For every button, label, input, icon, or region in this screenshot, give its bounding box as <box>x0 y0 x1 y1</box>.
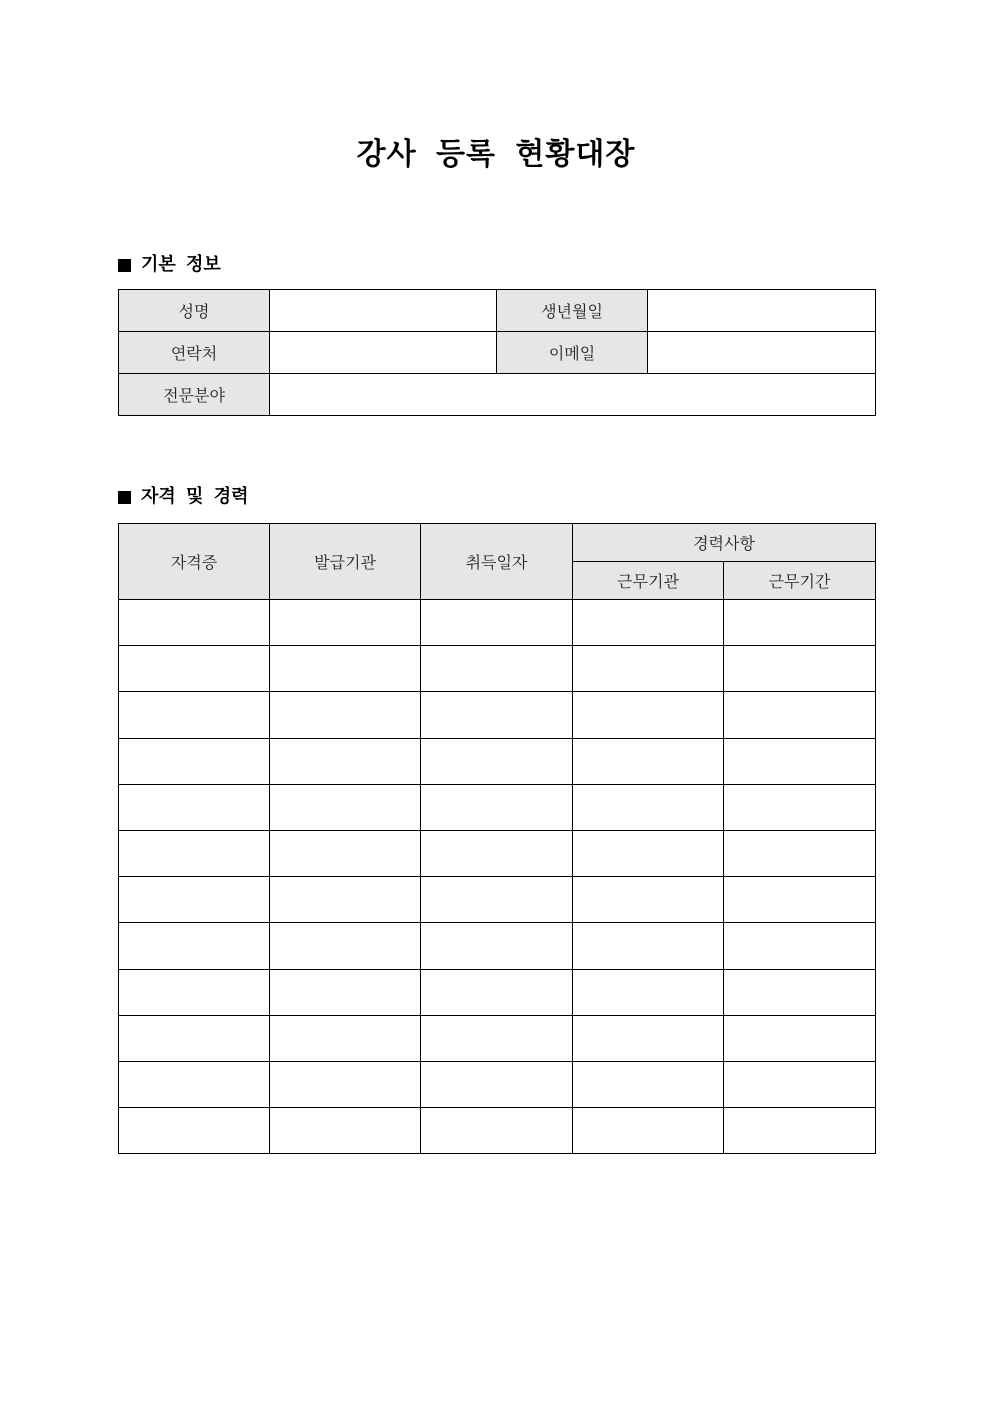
section-title: 자격 및 경력 <box>141 486 249 507</box>
cell-issuer[interactable] <box>270 1015 421 1061</box>
contact-label: 연락처 <box>119 332 270 374</box>
table-row <box>119 738 876 784</box>
table-row <box>119 784 876 830</box>
cell-issuer[interactable] <box>270 738 421 784</box>
cell-certificate[interactable] <box>119 923 270 969</box>
cell-acquired-date[interactable] <box>421 1108 573 1154</box>
email-label: 이메일 <box>497 332 648 374</box>
cell-employer[interactable] <box>573 600 724 646</box>
cell-acquired-date[interactable] <box>421 969 573 1015</box>
cell-period[interactable] <box>724 692 876 738</box>
cell-certificate[interactable] <box>119 1061 270 1107</box>
table-row <box>119 332 876 374</box>
specialty-label: 전문분야 <box>119 374 270 416</box>
cell-period[interactable] <box>724 784 876 830</box>
name-field[interactable] <box>270 290 497 332</box>
column-header-period: 근무기간 <box>724 562 876 600</box>
table-row <box>119 646 876 692</box>
cell-certificate[interactable] <box>119 784 270 830</box>
cell-issuer[interactable] <box>270 646 421 692</box>
cell-employer[interactable] <box>573 646 724 692</box>
cell-acquired-date[interactable] <box>421 877 573 923</box>
basic-info-table <box>118 289 876 416</box>
cell-acquired-date[interactable] <box>421 1061 573 1107</box>
cell-period[interactable] <box>724 969 876 1015</box>
qualifications-table <box>118 523 876 1154</box>
cell-acquired-date[interactable] <box>421 692 573 738</box>
square-bullet-icon <box>118 259 131 272</box>
cell-period[interactable] <box>724 923 876 969</box>
cell-employer[interactable] <box>573 1108 724 1154</box>
cell-acquired-date[interactable] <box>421 784 573 830</box>
cell-employer[interactable] <box>573 784 724 830</box>
name-label: 성명 <box>119 290 270 332</box>
cell-issuer[interactable] <box>270 692 421 738</box>
column-header-employer: 근무기관 <box>573 562 724 600</box>
specialty-field[interactable] <box>270 374 876 416</box>
email-field[interactable] <box>648 332 876 374</box>
table-header-row <box>119 524 876 562</box>
cell-acquired-date[interactable] <box>421 1015 573 1061</box>
cell-issuer[interactable] <box>270 830 421 876</box>
section-header-basic-info <box>118 253 221 277</box>
document-title: 강사 등록 현황대장 <box>356 137 636 172</box>
cell-certificate[interactable] <box>119 646 270 692</box>
cell-period[interactable] <box>724 1061 876 1107</box>
cell-employer[interactable] <box>573 923 724 969</box>
table-row <box>119 877 876 923</box>
table-row <box>119 1108 876 1154</box>
contact-field[interactable] <box>270 332 497 374</box>
table-row <box>119 374 876 416</box>
table-row <box>119 923 876 969</box>
cell-employer[interactable] <box>573 969 724 1015</box>
section-header-qualifications <box>118 485 248 509</box>
cell-issuer[interactable] <box>270 784 421 830</box>
birthdate-label: 생년월일 <box>497 290 648 332</box>
cell-acquired-date[interactable] <box>421 646 573 692</box>
cell-employer[interactable] <box>573 830 724 876</box>
cell-period[interactable] <box>724 1108 876 1154</box>
cell-period[interactable] <box>724 738 876 784</box>
column-header-acquired-date: 취득일자 <box>421 524 573 600</box>
cell-certificate[interactable] <box>119 738 270 784</box>
cell-issuer[interactable] <box>270 600 421 646</box>
cell-issuer[interactable] <box>270 969 421 1015</box>
cell-period[interactable] <box>724 830 876 876</box>
cell-period[interactable] <box>724 600 876 646</box>
section-title: 기본 정보 <box>141 254 221 275</box>
cell-employer[interactable] <box>573 1015 724 1061</box>
cell-issuer[interactable] <box>270 1061 421 1107</box>
cell-employer[interactable] <box>573 1061 724 1107</box>
table-row <box>119 1015 876 1061</box>
cell-certificate[interactable] <box>119 600 270 646</box>
cell-certificate[interactable] <box>119 877 270 923</box>
cell-acquired-date[interactable] <box>421 600 573 646</box>
cell-acquired-date[interactable] <box>421 830 573 876</box>
cell-acquired-date[interactable] <box>421 738 573 784</box>
table-row <box>119 830 876 876</box>
cell-employer[interactable] <box>573 877 724 923</box>
column-header-issuer: 발급기관 <box>270 524 421 600</box>
cell-issuer[interactable] <box>270 1108 421 1154</box>
table-row <box>119 600 876 646</box>
cell-period[interactable] <box>724 1015 876 1061</box>
square-bullet-icon <box>118 491 131 504</box>
birthdate-field[interactable] <box>648 290 876 332</box>
cell-certificate[interactable] <box>119 1108 270 1154</box>
table-row <box>119 290 876 332</box>
cell-certificate[interactable] <box>119 1015 270 1061</box>
cell-period[interactable] <box>724 646 876 692</box>
column-group-career: 경력사항 <box>573 524 876 562</box>
cell-period[interactable] <box>724 877 876 923</box>
table-row <box>119 692 876 738</box>
cell-issuer[interactable] <box>270 923 421 969</box>
cell-certificate[interactable] <box>119 692 270 738</box>
column-header-certificate: 자격증 <box>119 524 270 600</box>
cell-issuer[interactable] <box>270 877 421 923</box>
cell-certificate[interactable] <box>119 830 270 876</box>
cell-employer[interactable] <box>573 692 724 738</box>
cell-certificate[interactable] <box>119 969 270 1015</box>
table-row <box>119 1061 876 1107</box>
cell-employer[interactable] <box>573 738 724 784</box>
cell-acquired-date[interactable] <box>421 923 573 969</box>
table-row <box>119 969 876 1015</box>
